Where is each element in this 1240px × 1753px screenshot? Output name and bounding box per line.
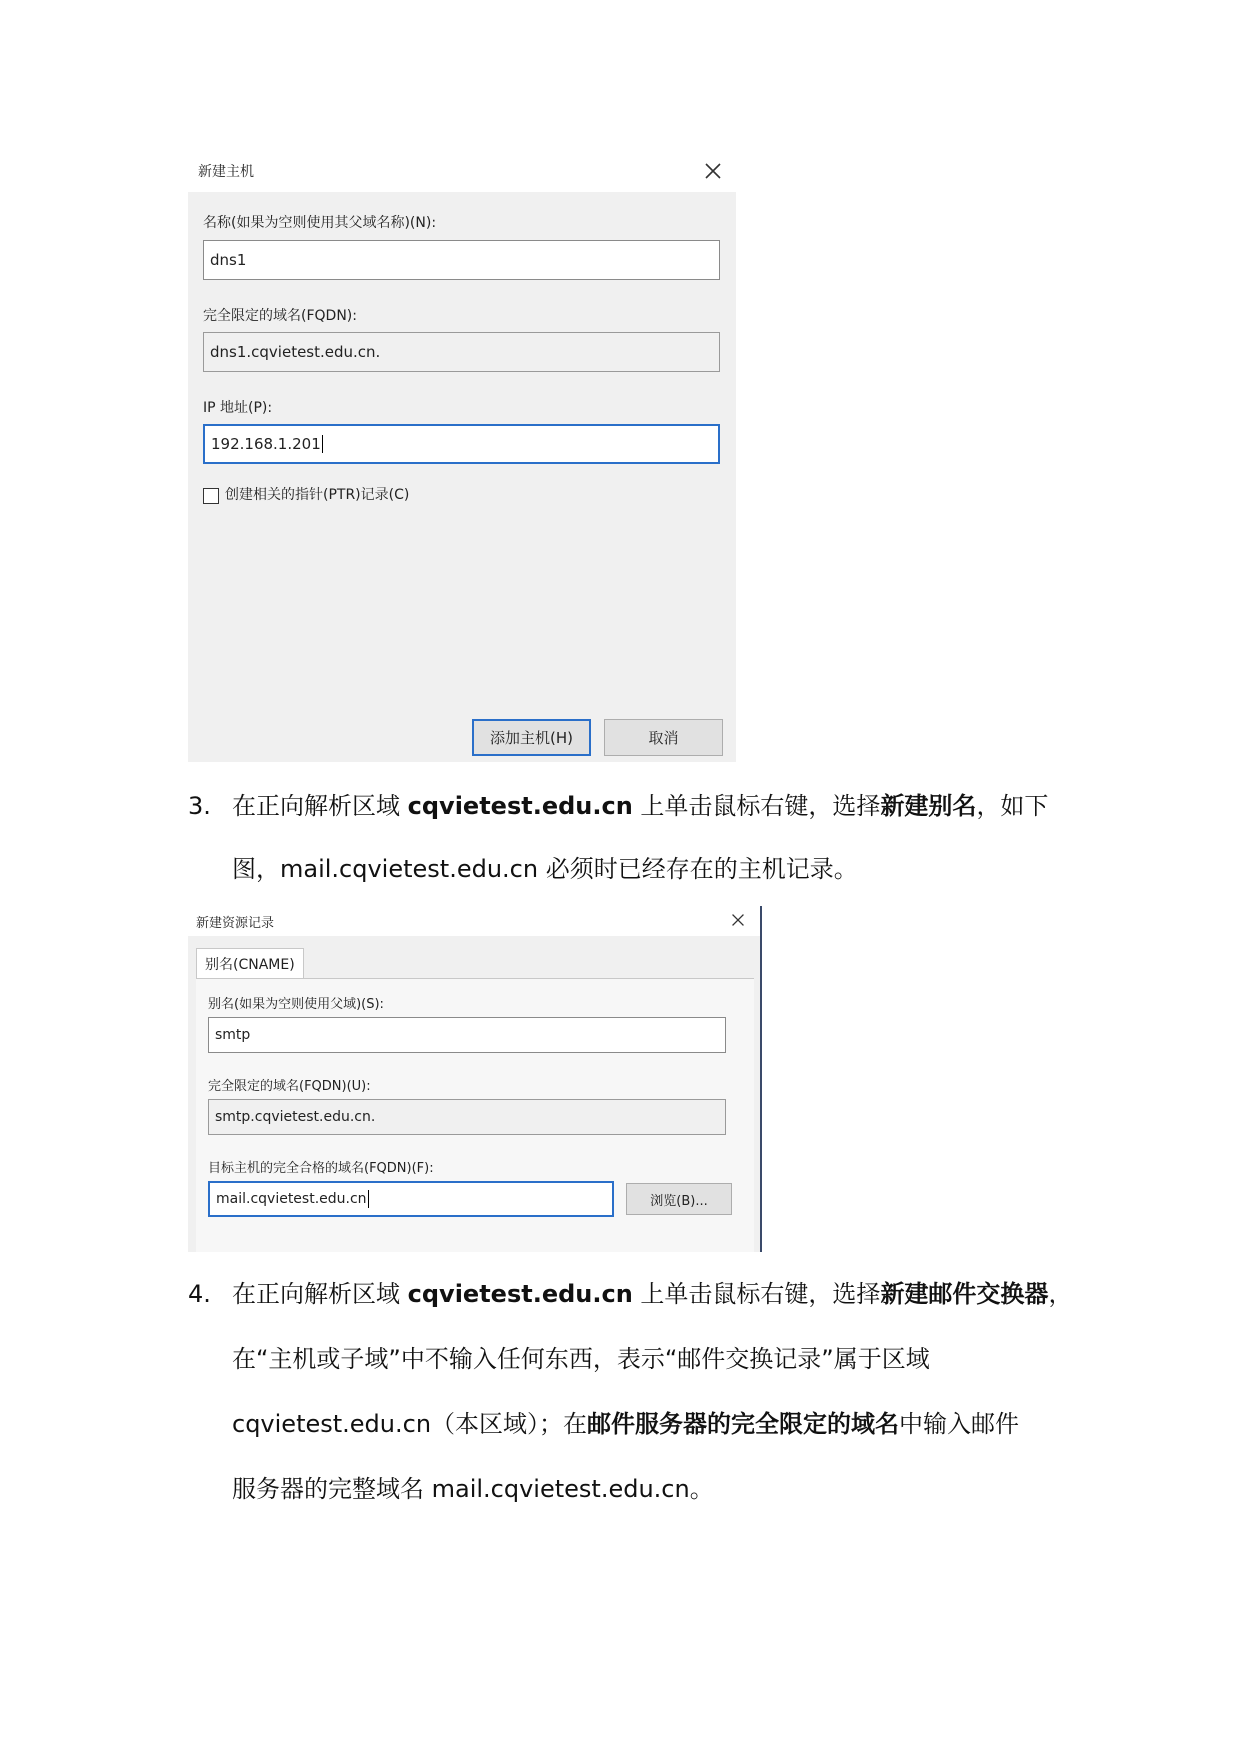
step3-zone-name: cqvietest.edu.cn (407, 792, 633, 820)
dialog-title: 新建资源记录 (196, 916, 275, 931)
add-host-button[interactable] (472, 719, 591, 756)
step4-number: 4. (188, 1280, 211, 1308)
step4-text-3a: cqvietest.edu.cn（本区域）；在 (232, 1410, 588, 1438)
tab-cname-label: 别名(CNAME) (205, 956, 295, 973)
fqdn-field (203, 332, 720, 372)
close-icon[interactable] (728, 910, 748, 930)
ip-address-input[interactable] (203, 424, 720, 464)
name-label: 名称(如果为空则使用其父域名称)(N): (203, 215, 437, 231)
step4-text-a: 在正向解析区域 (232, 1280, 408, 1308)
alias-value: smtp (215, 1027, 251, 1043)
step4-text-3c: 中输入邮件 (899, 1410, 1020, 1438)
text-caret (368, 1190, 369, 1208)
tab-panel (196, 978, 754, 1252)
fqdn-label: 完全限定的域名(FQDN): (203, 308, 357, 324)
target-host-value: mail.cqvietest.edu.cn (216, 1191, 367, 1207)
step4-zone-name: cqvietest.edu.cn (407, 1280, 633, 1308)
ip-address-value: 192.168.1.201 (211, 435, 321, 453)
window-edge (760, 906, 762, 1252)
ptr-checkbox[interactable] (203, 488, 219, 504)
step4-line2: 在“主机或子域”中不输入任何东西，表示“邮件交换记录”属于区域 (232, 1345, 930, 1373)
name-input-value: dns1 (210, 251, 247, 269)
alias-label: 别名(如果为空则使用父域)(S): (208, 997, 384, 1012)
step4-line1 (232, 1277, 1072, 1311)
step3-text-a: 在正向解析区域 (232, 792, 408, 820)
target-label: 目标主机的完全合格的域名(FQDN)(F): (208, 1161, 434, 1176)
ip-label: IP 地址(P): (203, 400, 273, 416)
alias-input[interactable] (208, 1017, 726, 1053)
step4-line4: 服务器的完整域名 mail.cqvietest.edu.cn。 (232, 1475, 714, 1503)
dialog-title: 新建主机 (198, 164, 254, 180)
step3-text-c: 上单击鼠标右键，选择 (632, 792, 881, 820)
new-host-dialog (188, 150, 736, 762)
step4-text-e: ， (1048, 1280, 1073, 1308)
tab-cname[interactable] (196, 948, 304, 978)
step3-line2: 图，mail.cqvietest.edu.cn 必须时已经存在的主机记录。 (232, 855, 858, 883)
step4-mail-server-fqdn: 邮件服务器的完全限定的域名 (587, 1410, 900, 1438)
step3-line1 (232, 789, 1048, 823)
cancel-button[interactable] (604, 719, 723, 756)
fqdn-label: 完全限定的域名(FQDN)(U): (208, 1079, 371, 1094)
text-caret (322, 435, 323, 453)
fqdn-value: dns1.cqvietest.edu.cn. (210, 343, 381, 361)
step4-text-c: 上单击鼠标右键，选择 (632, 1280, 881, 1308)
step3-text-e: ，如下 (976, 792, 1049, 820)
dialog-body (188, 936, 760, 1252)
browse-button-label: 浏览(B)... (650, 1193, 708, 1209)
new-resource-record-dialog (188, 906, 762, 1252)
browse-button[interactable] (626, 1183, 732, 1215)
dialog-titlebar (188, 906, 760, 936)
step3-new-alias: 新建别名 (880, 792, 977, 820)
name-input[interactable] (203, 240, 720, 280)
step4-line3 (232, 1407, 1019, 1441)
step3-number: 3. (188, 792, 211, 820)
target-host-input[interactable] (208, 1181, 614, 1217)
add-host-button-label: 添加主机(H) (490, 729, 573, 747)
dialog-titlebar (188, 150, 736, 192)
ptr-checkbox-label[interactable]: 创建相关的指针(PTR)记录(C) (225, 487, 410, 503)
cancel-button-label: 取消 (648, 729, 679, 747)
step4-new-mx: 新建邮件交换器 (880, 1280, 1049, 1308)
fqdn-value: smtp.cqvietest.edu.cn. (215, 1109, 376, 1125)
fqdn-field (208, 1099, 726, 1135)
close-icon[interactable] (702, 160, 724, 182)
dialog-body (188, 192, 736, 762)
